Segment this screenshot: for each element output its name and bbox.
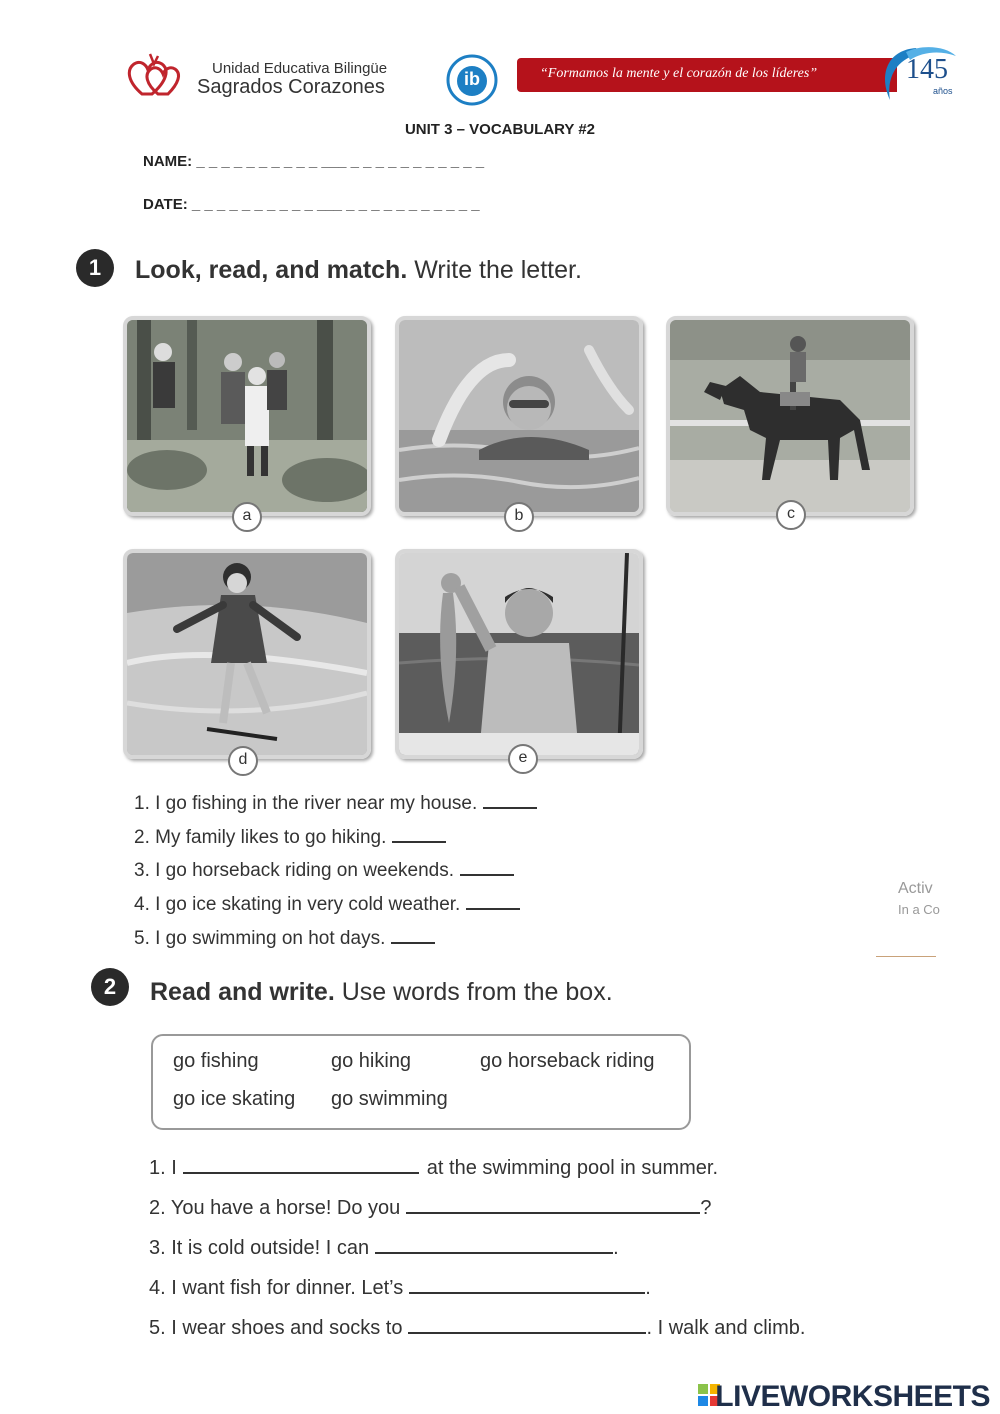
match-sentence-4 xyxy=(134,894,520,916)
date-field[interactable]: DATE: _ _ _ _ _ _ _ _ _ _ ___ _ _ _ _ _ _ _ _ _ _ _ xyxy=(143,196,480,213)
fill-blank-1[interactable] xyxy=(183,1158,419,1174)
photo-swimming xyxy=(395,316,643,516)
fill-sentence-1 xyxy=(149,1157,718,1180)
fill-sentence-before: 5. I wear shoes and socks to xyxy=(149,1317,403,1339)
school-logo xyxy=(124,50,186,100)
fill-sentence-2 xyxy=(149,1197,711,1220)
liveworksheets-brand[interactable]: LIVEWORKSHEETS xyxy=(715,1380,990,1413)
sidebar-divider xyxy=(876,956,936,957)
section1-number: 1 xyxy=(76,249,114,287)
answer-blank-2[interactable] xyxy=(392,827,446,843)
fill-sentence-5 xyxy=(149,1317,805,1340)
match-sentence-text: 4. I go ice skating in very cold weather. xyxy=(134,894,461,915)
sidebar-line1: Activ xyxy=(898,880,933,897)
word-box xyxy=(151,1034,691,1130)
answer-blank-5[interactable] xyxy=(391,928,435,944)
fill-sentence-after: at the swimming pool in summer. xyxy=(426,1157,719,1179)
school-name-line1: Unidad Educativa Bilingüe xyxy=(212,60,388,77)
match-sentence-2 xyxy=(134,827,446,849)
fill-blank-4[interactable] xyxy=(409,1278,645,1294)
word-go-horseback-riding: go horseback riding xyxy=(480,1050,655,1072)
match-sentence-text: 1. I go fishing in the river near my house. xyxy=(134,793,478,814)
section2-heading xyxy=(150,978,613,1007)
fill-sentence-before: 2. You have a horse! Do you xyxy=(149,1197,401,1219)
page-title: UNIT 3 – VOCABULARY #2 xyxy=(404,121,596,138)
motto-text: “Formamos la mente y el corazón de los líderes” xyxy=(540,66,818,81)
photo-fishing xyxy=(395,549,643,759)
ib-logo xyxy=(442,54,502,106)
horseback-riding-image xyxy=(670,320,910,512)
anniversary-label: años xyxy=(933,86,953,96)
fill-sentence-after: . xyxy=(613,1237,619,1259)
fill-sentence-4 xyxy=(149,1277,651,1300)
anniversary-number: 145 xyxy=(906,54,948,85)
match-sentence-5 xyxy=(134,928,435,950)
anniversary-logo xyxy=(876,44,960,104)
word-go-hiking: go hiking xyxy=(331,1050,412,1072)
school-name-line2: Sagrados Corazones xyxy=(197,76,385,98)
section2-heading-bold: Read and write. xyxy=(150,978,335,1006)
match-sentence-text: 2. My family likes to go hiking. xyxy=(134,827,387,848)
word-go-ice-skating: go ice skating xyxy=(173,1088,296,1110)
section1-heading-rest: Write the letter. xyxy=(407,256,582,284)
fill-sentence-after: ? xyxy=(700,1197,712,1219)
photo-letter-e: e xyxy=(508,744,538,774)
fill-blank-2[interactable] xyxy=(406,1198,700,1214)
fishing-boy-image xyxy=(399,553,639,755)
match-sentence-3 xyxy=(134,860,514,882)
section1-heading-bold: Look, read, and match. xyxy=(135,256,408,284)
fill-sentence-before: 3. It is cold outside! I can xyxy=(149,1237,370,1259)
photo-letter-c: c xyxy=(776,500,806,530)
section2-number: 2 xyxy=(91,968,129,1006)
fill-sentence-3 xyxy=(149,1237,619,1260)
match-sentence-text: 5. I go swimming on hot days. xyxy=(134,928,386,949)
ice-skating-girl-image xyxy=(127,553,367,755)
photo-letter-d: d xyxy=(228,746,258,776)
swimming-girl-image xyxy=(399,320,639,512)
hiking-family-image xyxy=(127,320,367,512)
section2-heading-rest: Use words from the box. xyxy=(334,978,613,1006)
word-go-swimming: go swimming xyxy=(331,1088,448,1110)
sidebar-line2: In a Co xyxy=(898,902,940,917)
word-go-fishing: go fishing xyxy=(173,1050,259,1072)
fill-sentence-after: . xyxy=(645,1277,651,1299)
hearts-logo-icon xyxy=(124,50,186,100)
photo-letter-a: a xyxy=(232,502,262,532)
answer-blank-1[interactable] xyxy=(483,793,537,809)
fill-sentence-before: 1. I xyxy=(149,1157,177,1179)
fill-blank-3[interactable] xyxy=(375,1238,613,1254)
photo-horseback xyxy=(666,316,914,516)
match-sentence-1 xyxy=(134,793,537,815)
fill-blank-5[interactable] xyxy=(408,1318,646,1334)
section1-heading xyxy=(135,256,582,285)
fill-sentence-before: 4. I want fish for dinner. Let’s xyxy=(149,1277,404,1299)
answer-blank-3[interactable] xyxy=(460,860,514,876)
match-sentence-text: 3. I go horseback riding on weekends. xyxy=(134,860,455,881)
photo-hiking xyxy=(123,316,371,516)
answer-blank-4[interactable] xyxy=(466,894,520,910)
photo-ice-skating xyxy=(123,549,371,759)
name-field[interactable]: NAME: _ _ _ _ _ _ _ _ _ _ ___ _ _ _ _ _ _ _ _ _ _ _ xyxy=(143,153,485,170)
ib-label: ib xyxy=(464,69,480,89)
photo-letter-b: b xyxy=(504,502,534,532)
fill-sentence-after: . I walk and climb. xyxy=(646,1317,806,1339)
